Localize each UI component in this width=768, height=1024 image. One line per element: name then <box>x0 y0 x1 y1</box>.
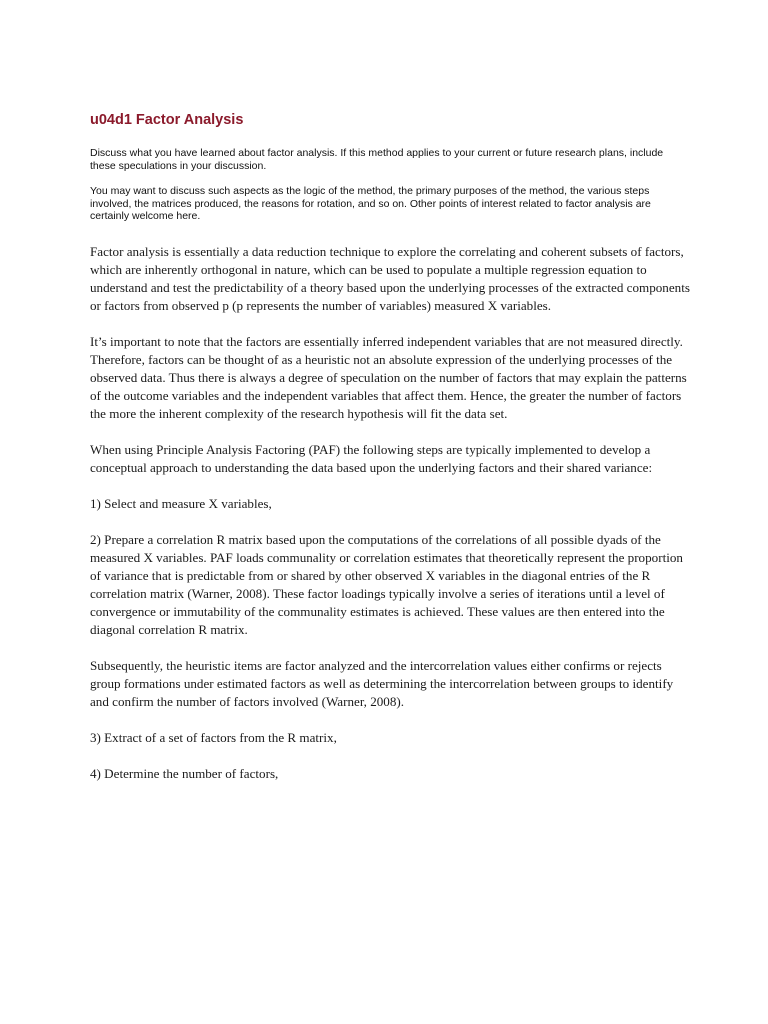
step-4: 4) Determine the number of factors, <box>90 765 279 781</box>
prompt-paragraph-1: Discuss what you have learned about factor analysis. If this method applies to your current or future research plans, include these speculations in your discussion. <box>90 147 664 172</box>
body-paragraph-3: When using Principle Analysis Factoring (PAF) the following steps are typically implemented to develop a conceptual approach to understanding the data based upon the underlying factors and their shared variance: <box>90 441 653 475</box>
prompt-paragraph-2: You may want to discuss such aspects as the logic of the method, the primary purposes of the method, the various steps involved, the matrices produced, the reasons for rotation, and so on. Other points of interest related to factor analysis are certainly welcome here. <box>90 185 651 223</box>
step-2: 2) Prepare a correlation R matrix based upon the computations of the correlations of all possible dyads of the measured X variables. PAF loads communality or correlation estimates that theoretically represent the proportion of variance that is predictable from or shared by other observed X variables in the diagonal entries of the R correlation matrix (Warner, 2008). These factor loadings typically involve a series of iterations until a level of convergence or immutability of the communality estimates is achieved. These values are then entered into the diagonal correlation R matrix. <box>90 531 683 637</box>
body-paragraph-1: Factor analysis is essentially a data reduction technique to explore the correlating and coherent subsets of factors, which are inherently orthogonal in nature, which can be used to populate a multiple regression equation to understand and test the predictability of a theory based upon the underlying processes of the extracted components or factors from observed p (p represents the number of variables) measured X variables. <box>90 243 690 313</box>
step-1: 1) Select and measure X variables, <box>90 495 272 511</box>
step-3: 3) Extract of a set of factors from the R matrix, <box>90 729 337 745</box>
document-page <box>90 111 690 801</box>
document-title: u04d1 Factor Analysis <box>90 112 244 128</box>
body-paragraph-subsequently: Subsequently, the heuristic items are factor analyzed and the intercorrelation values either confirms or rejects group formations under estimated factors as well as determining the intercorrelation between groups to identify and confirm the number of factors involved (Warner, 2008). <box>90 657 674 709</box>
body-paragraph-2: It’s important to note that the factors are essentially inferred independent variables that are not measured directly. Therefore, factors can be thought of as a heuristic not an absolute expression of the underlying processes of the observed data. Thus there is always a degree of speculation on the number of factors that may explain the patterns of the outcome variables and the independent variables that affect them. Hence, the greater the number of factors the more the inherent complexity of the research hypothesis will fit the data set. <box>90 333 687 421</box>
